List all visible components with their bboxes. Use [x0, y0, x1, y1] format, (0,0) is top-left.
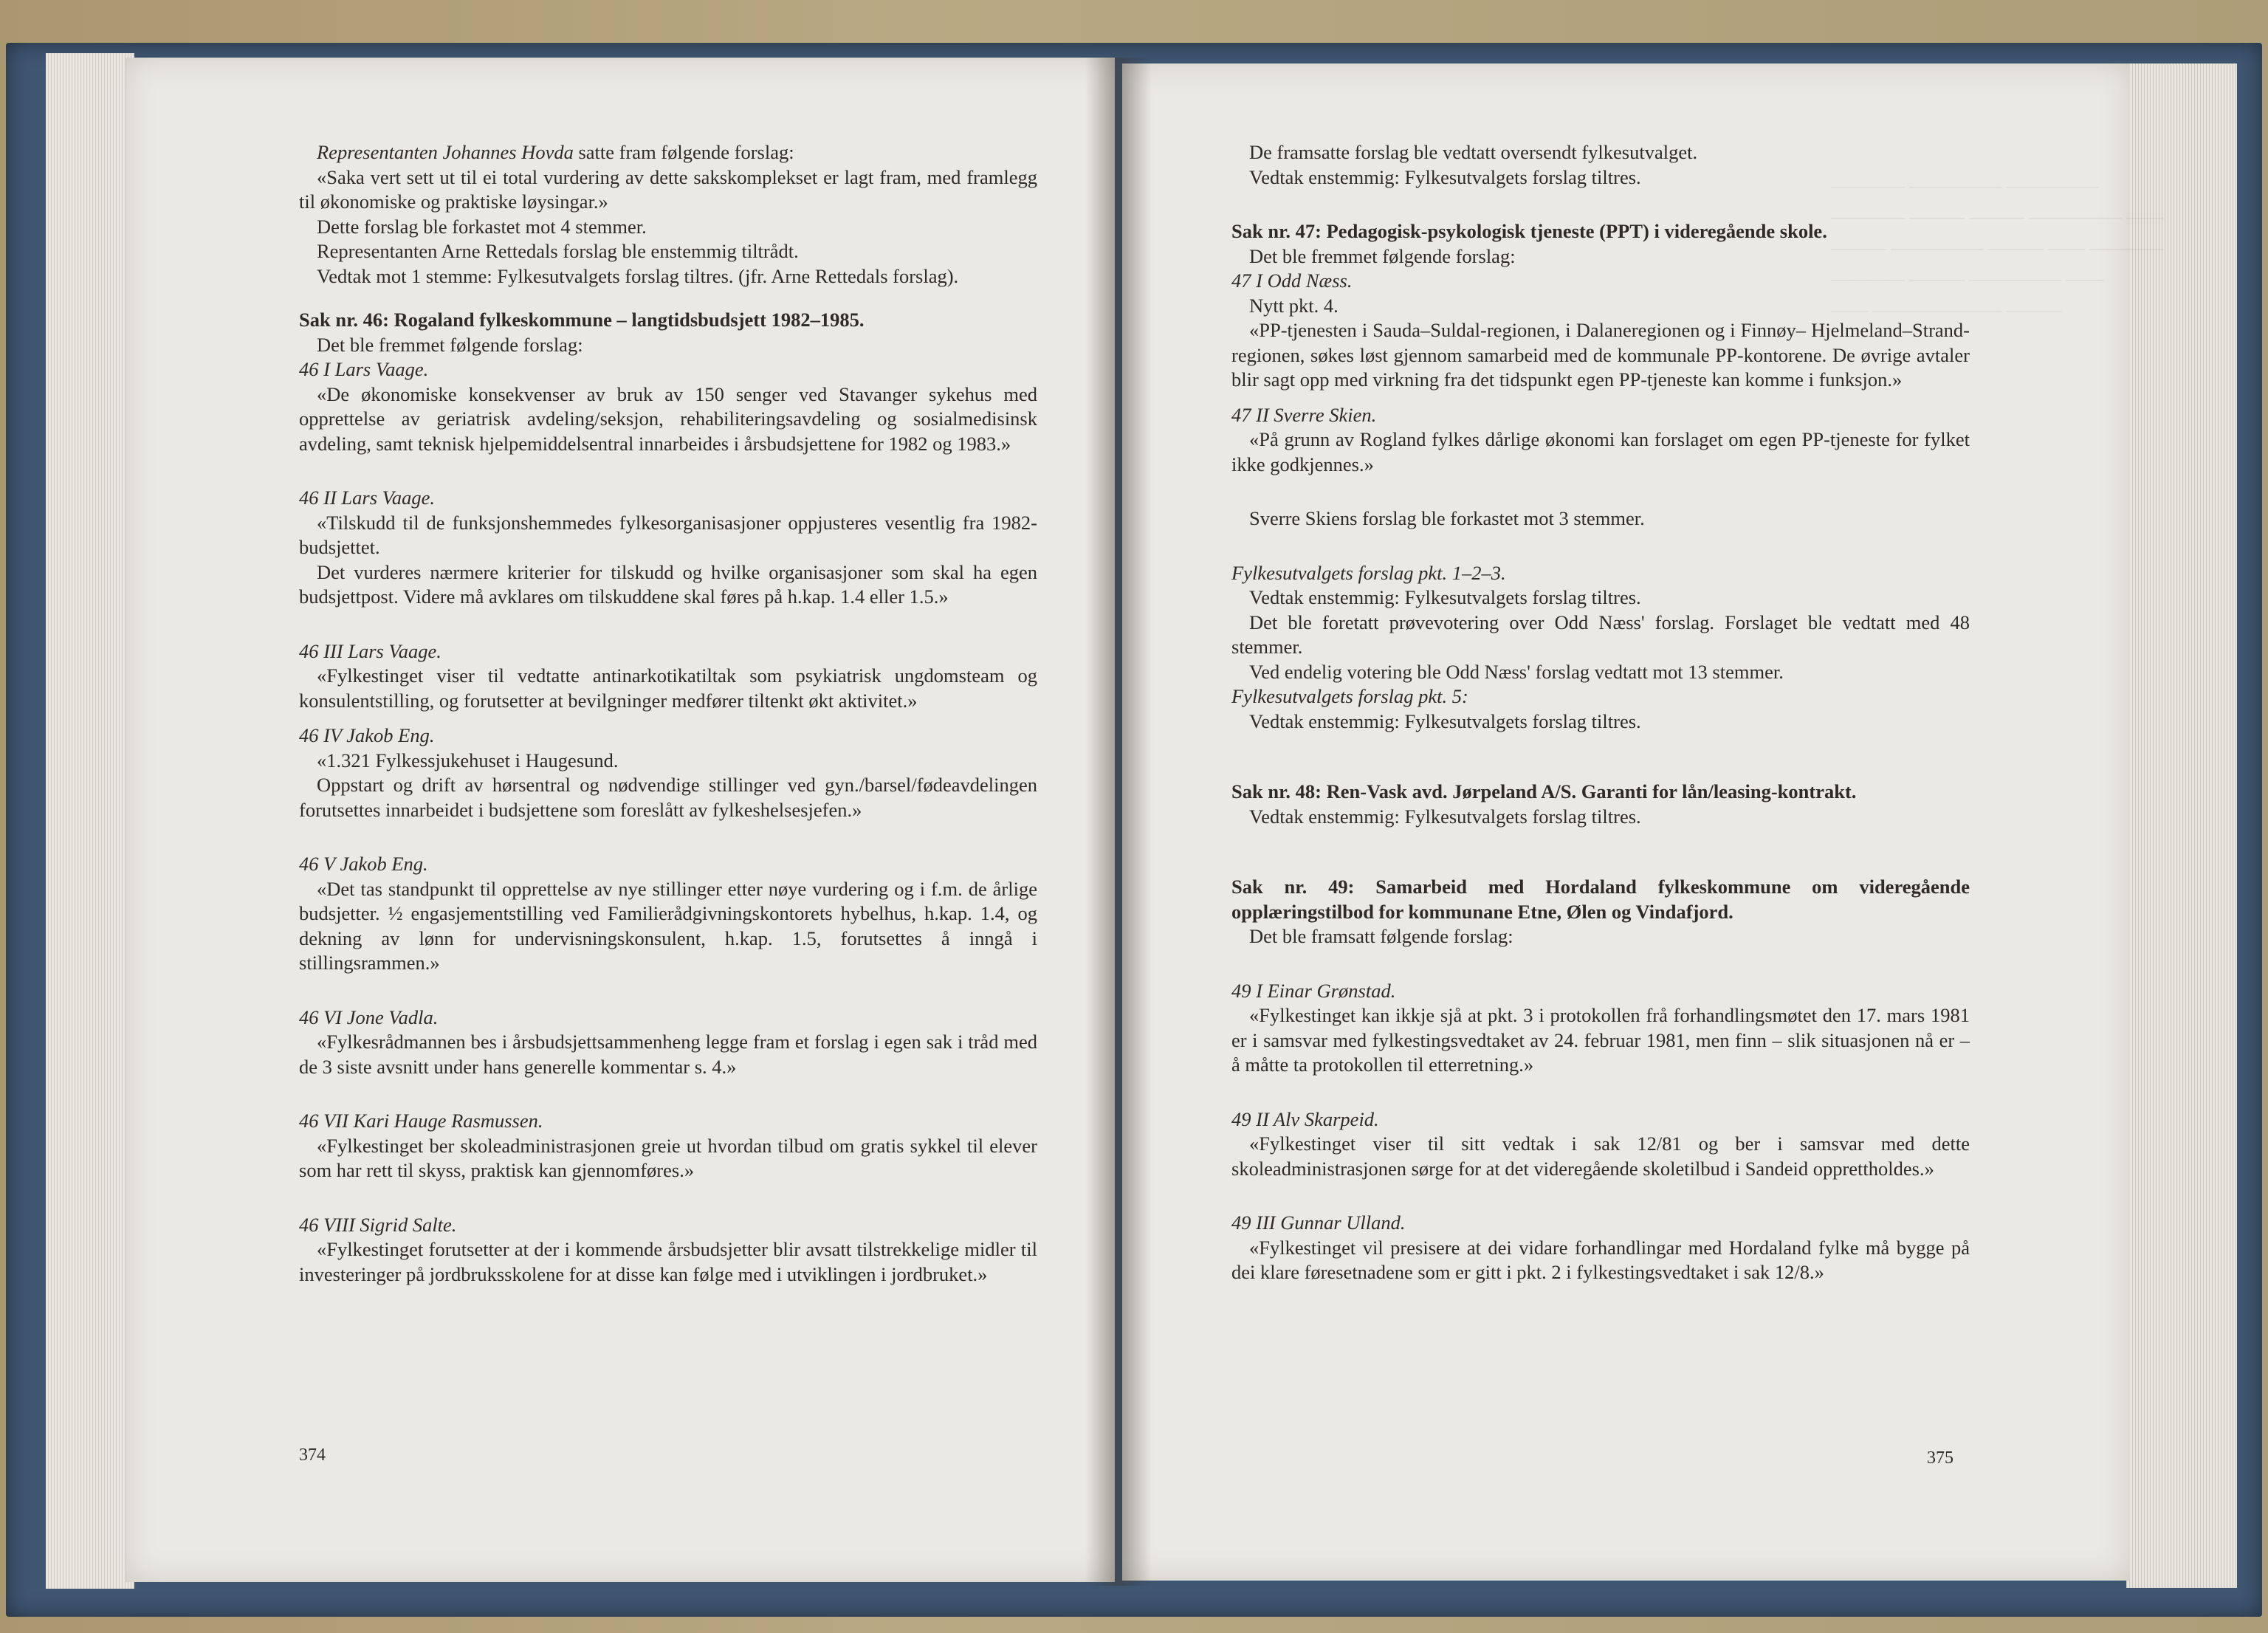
left-page-text — [299, 140, 1037, 1287]
paragraph: Representanten Johannes Hovda satte fram følgende forslag: — [317, 141, 794, 163]
proposal-text: «Fylkestinget ber skoleadministrasjonen greie ut hvordan tilbud om gratis sykkel til elever som har rett til skyss, praktisk kan gjennomføres.» — [299, 1134, 1037, 1181]
proposal-text: «Fylkestinget vil presisere at dei vidare forhandlingar med Hordaland fylke må bygge på dei klare føresetnadene som er gitt i pkt. 2 i fylkestingsvedtaket i sak 12/8.» — [1231, 1236, 1970, 1283]
paragraph: Vedtak enstemmig: Fylkesutvalgets forslag tiltres. — [1249, 709, 1641, 732]
proposal-label: 46 IV Jakob Eng. — [299, 724, 435, 746]
proposal-label: 46 V Jakob Eng. — [299, 853, 428, 875]
case-heading: Sak nr. 46: Rogaland fylkeskommune – langtidsbudsjett 1982–1985. — [299, 309, 865, 331]
proposal-label: 47 I Odd Næss. — [1231, 269, 1353, 292]
paragraph: Nytt pkt. 4. — [1249, 294, 1339, 317]
paragraph: Ved endelig votering ble Odd Næss' forslag vedtatt mot 13 stemmer. — [1249, 660, 1784, 683]
page-number: 374 — [299, 1445, 326, 1465]
proposal-label: 49 I Einar Grønstad. — [1231, 979, 1396, 1002]
proposal-label: 49 II Alv Skarpeid. — [1231, 1107, 1379, 1130]
proposal-label: 47 II Sverre Skien. — [1231, 403, 1377, 426]
paragraph: Det ble foretatt prøvevotering over Odd Næss' forslag. Forslaget ble vedtatt med 48 stemmer. — [1231, 611, 1970, 658]
paragraph: Sverre Skiens forslag ble forkastet mot 3 stemmer. — [1249, 507, 1645, 529]
proposal-label: 49 III Gunnar Ulland. — [1231, 1211, 1406, 1234]
proposal-text: «Fylkestinget viser til sitt vedtak i sak 12/81 og ber i samsvar med dette skoleadministrasjonen sørge for at det videregående skoletilbud i Sandeid opprettholdes.» — [1231, 1132, 1970, 1180]
paragraph: Det ble framsatt følgende forslag: — [1249, 925, 1513, 947]
proposal-text: «Det tas standpunkt til opprettelse av nye stillinger etter nøye vurdering og i f.m. de årlige budsjetter. ½ engasjementstilling ved Familierådgivningskontorets hybelhus, h.kap. 1.4, og dekning av lønn for undervisningskonsulent, h.kap. 1.5, forutsettes å inngå i stillingsrammen.» — [299, 877, 1037, 974]
proposal-label: Fylkesutvalgets forslag pkt. 1–2–3. — [1231, 561, 1506, 584]
paragraph: Dette forslag ble forkastet mot 4 stemmer. — [317, 215, 647, 238]
proposal-label: Fylkesutvalgets forslag pkt. 5: — [1231, 685, 1468, 707]
case-heading: Sak nr. 47: Pedagogisk-psykologisk tjeneste (PPT) i videregående skole. — [1231, 220, 1827, 242]
proposal-label: 46 II Lars Vaage. — [299, 487, 436, 509]
right-page-text — [1231, 140, 1970, 1285]
proposal-text: «PP-tjenesten i Sauda–Suldal-regionen, i Dalaneregionen og i Finnøy– Hjelmeland–Strand-regionen, søkes løst gjennom samarbeid med de kommunale PP-kontorene. De øvrige avtaler blir sagt opp med virkning fra det tidspunkt egen PP-tjeneste kan komme i funksjon.» — [1231, 319, 1970, 391]
proposal-text: «De økonomiske konsekvenser av bruk av 150 senger ved Stavanger sykehus med opprettelse av geriatrisk avdeling/seksjon, rehabiliteringsavdeling og sosialmedisinsk avdeling, samt teknisk hjelpemiddelsentral innarbeides i årsbudsjettene for 1982 og 1983.» — [299, 382, 1037, 455]
proposal-text: «På grunn av Rogland fylkes dårlige økonomi kan forslaget om egen PP-tjeneste for fylket ikke godkjennes.» — [1231, 428, 1970, 475]
proposal-text: Oppstart og drift av hørsentral og nødvendige stillinger ved gyn./barsel/fødeavdelingen forutsettes innarbeidet i budsjettene som foreslått av fylkeshelsesjefen.» — [299, 774, 1037, 821]
proposal-text: «Tilskudd til de funksjonshemmedes fylkesorganisasjoner oppjusteres vesentlig fra 1982-budsjettet. — [299, 511, 1037, 558]
proposal-label: 46 VII Kari Hauge Rasmussen. — [299, 1110, 543, 1132]
page-edges-right — [2126, 63, 2237, 1588]
proposal-label: 46 VIII Sigrid Salte. — [299, 1213, 457, 1236]
proposal-text: «Fylkestinget viser til vedtatte antinarkotikatiltak som psykiatrisk ungdomsteam og konsulentstilling, og forutsetter at bevilgninger medfører tiltenkt økt aktivitet.» — [299, 664, 1037, 712]
paragraph: Det ble fremmet følgende forslag: — [1249, 244, 1516, 267]
case-heading: Sak nr. 49: Samarbeid med Hordaland fylkeskommune om videregående opplæringstilbod for kommunane Etne, Ølen og Vindafjord. — [1231, 876, 1970, 923]
proposal-label: 46 III Lars Vaage. — [299, 639, 441, 662]
proposal-label: 46 VI Jone Vadla. — [299, 1005, 439, 1028]
page-number: 375 — [1927, 1448, 1953, 1468]
proposal-text: «1.321 Fylkessjukehuset i Haugesund. — [317, 749, 619, 771]
proposal-text: «Fylkestinget forutsetter at der i kommende årsbudsjetter blir avsatt tilstrekkelige midler til investeringer på jordbruksskolene for at disse kan følge med i utviklingen i jordbruket.» — [299, 1238, 1037, 1285]
paragraph: «Saka vert sett ut til ei total vurdering av dette sakskomplekset er lagt fram, med framlegg til økonomiske og praktiske løysingar.» — [299, 165, 1037, 213]
speaker-name: Representanten Johannes Hovda — [317, 141, 574, 163]
case-heading: Sak nr. 48: Ren-Vask avd. Jørpeland A/S. Garanti for lån/leasing-kontrakt. — [1231, 780, 1857, 802]
paragraph: Representanten Arne Rettedals forslag ble enstemmig tiltrådt. — [317, 240, 799, 262]
paragraph: Vedtak mot 1 stemme: Fylkesutvalgets forslag tiltres. (jfr. Arne Rettedals forslag). — [317, 264, 959, 287]
paragraph: Vedtak enstemmig: Fylkesutvalgets forslag tiltres. — [1249, 805, 1641, 828]
page-edges-left — [46, 53, 134, 1589]
paragraph: Vedtak enstemmig: Fylkesutvalgets forslag tiltres. — [1249, 165, 1641, 188]
proposal-text: «Fylkestinget kan ikkje sjå at pkt. 3 i protokollen frå forhandlingsmøtet den 17. mars 1981 er i samsvar med fylkestingsvedtaket av 24. februar 1981, men finn – slik situasjonen nå er – å måtte ta protokollen til etterretning.» — [1231, 1004, 1970, 1076]
proposal-text: Det vurderes nærmere kriterier for tilskudd og hvilke organisasjoner som skal ha egen budsjettpost. Videre må avklares om tilskuddene skal føres på h.kap. 1.4 eller 1.5.» — [299, 560, 1037, 608]
proposal-text: «Fylkesrådmannen bes i årsbudsjettsammenheng legge fram et forslag i egen sak i tråd med de 3 siste avsnitt under hans generelle kommentar s. 4.» — [299, 1031, 1037, 1078]
book-gutter — [1085, 58, 1152, 1586]
paragraph: Det ble fremmet følgende forslag: — [317, 333, 583, 356]
paragraph: De framsatte forslag ble vedtatt oversendt fylkesutvalget. — [1249, 141, 1698, 163]
paragraph: Vedtak enstemmig: Fylkesutvalgets forslag tiltres. — [1249, 586, 1641, 608]
proposal-label: 46 I Lars Vaage. — [299, 358, 429, 380]
